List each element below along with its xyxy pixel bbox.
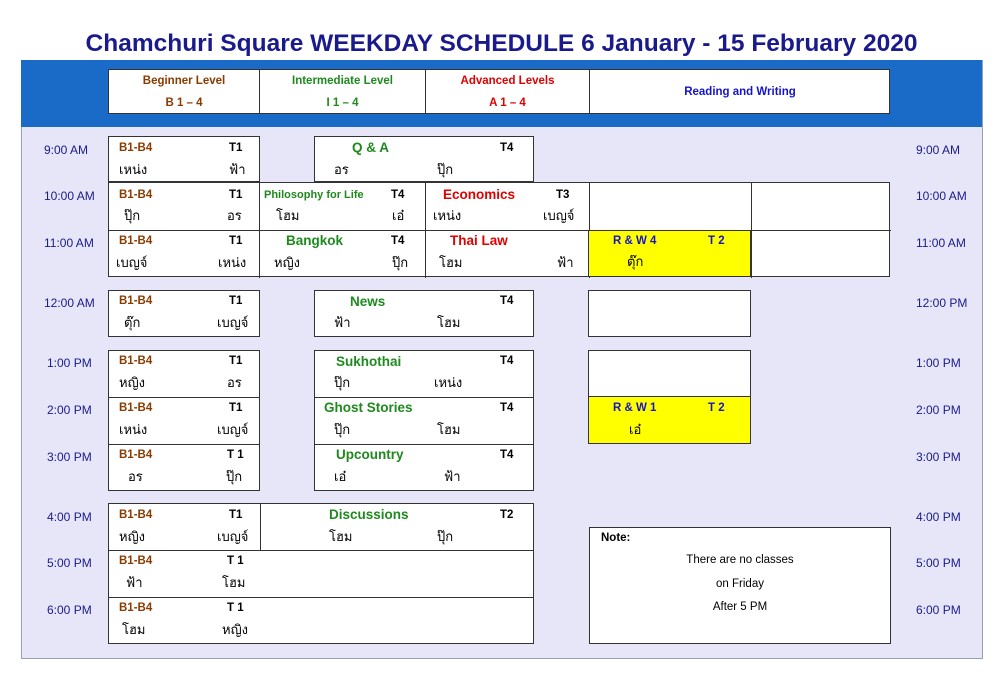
teacher-name: โฮม	[437, 316, 461, 331]
time-label-right: 4:00 PM	[916, 510, 961, 524]
teacher-name: เอ๋	[629, 423, 642, 438]
room-number: T2	[500, 509, 514, 521]
time-label-left: 6:00 PM	[47, 603, 92, 617]
level-header	[108, 69, 890, 114]
teacher-name: ฟ้า	[444, 470, 461, 485]
room-number: T1	[229, 295, 243, 307]
room-number: T1	[229, 402, 243, 414]
teacher-name: โฮม	[329, 530, 353, 545]
teacher-name: ปุ๊ก	[437, 163, 454, 178]
room-number: T 1	[227, 449, 244, 461]
room-number: T 1	[227, 602, 244, 614]
teacher-name: ปุ๊ก	[226, 470, 243, 485]
afternoon-class-block	[108, 503, 534, 644]
room-number: T1	[229, 235, 243, 247]
time-label-left: 2:00 PM	[47, 403, 92, 417]
room-number: T4	[500, 355, 514, 367]
class-level: B1-B4	[119, 355, 153, 367]
time-label-left: 12:00 AM	[44, 296, 95, 310]
beginner-level-range: B 1 – 4	[165, 97, 203, 109]
column-divider	[751, 183, 752, 278]
intermediate-level-label: Intermediate Level	[292, 75, 393, 87]
note-text: on Friday	[716, 578, 764, 590]
teacher-name: เอ๋	[392, 209, 405, 224]
page-title: Chamchuri Square WEEKDAY SCHEDULE 6 January - 15 February 2020	[85, 30, 918, 57]
teacher-name: ปุ๊ก	[437, 530, 454, 545]
column-divider	[260, 504, 261, 551]
teacher-name: อร	[227, 209, 242, 224]
room-number: T 2	[708, 402, 725, 414]
row-divider	[109, 444, 259, 445]
column-divider	[259, 183, 260, 278]
teacher-name: อร	[227, 376, 242, 391]
intermediate-level-range: I 1 – 4	[326, 97, 359, 109]
time-label-right: 5:00 PM	[916, 556, 961, 570]
teacher-name: เหน่ง	[119, 163, 148, 178]
teacher-name: เบญจ์	[543, 209, 575, 224]
subject-title: Bangkok	[286, 233, 344, 248]
teacher-name: หญิง	[222, 623, 248, 638]
teacher-name: อร	[334, 163, 349, 178]
time-label-right: 12:00 PM	[916, 296, 968, 310]
room-number: T 2	[708, 235, 725, 247]
teacher-name: เหน่ง	[218, 256, 247, 271]
time-label-right: 1:00 PM	[916, 356, 961, 370]
teacher-name: หญิง	[119, 530, 145, 545]
teacher-name: เอ๋	[334, 470, 347, 485]
time-label-left: 1:00 PM	[47, 356, 92, 370]
teacher-name: เหน่ง	[119, 423, 148, 438]
subject-title: Discussions	[329, 507, 409, 522]
teacher-name: โฮม	[439, 256, 463, 271]
room-number: T4	[391, 189, 405, 201]
time-label-right: 10:00 AM	[916, 189, 967, 203]
teacher-name: ปุ๊ก	[334, 376, 351, 391]
column-divider	[425, 183, 426, 278]
teacher-name: โฮม	[437, 423, 461, 438]
subject-title: Economics	[443, 187, 516, 202]
teacher-name: โฮม	[276, 209, 300, 224]
teacher-name: เบญจ์	[217, 530, 249, 545]
subject-title: Upcountry	[336, 447, 404, 462]
teacher-name: ตุ๊ก	[627, 255, 644, 270]
class-level: B1-B4	[119, 555, 153, 567]
teacher-name: หญิง	[119, 376, 145, 391]
subject-title: Q & A	[352, 140, 389, 155]
room-number: T4	[500, 295, 514, 307]
room-number: T4	[500, 402, 514, 414]
empty-class-cell	[588, 350, 751, 397]
row-divider	[315, 444, 533, 445]
advanced-level-label: Advanced Levels	[460, 75, 555, 87]
teacher-name: ตุ๊ก	[124, 316, 141, 331]
class-level: B1-B4	[119, 189, 153, 201]
room-number: T 1	[227, 555, 244, 567]
empty-class-cell	[588, 290, 751, 337]
note-text: There are no classes	[686, 554, 794, 566]
room-number: T4	[500, 142, 514, 154]
intermediate-class-block	[314, 350, 534, 491]
time-label-left: 4:00 PM	[47, 510, 92, 524]
class-level: B1-B4	[119, 602, 153, 614]
class-level: B1-B4	[119, 509, 153, 521]
teacher-name: โฮม	[122, 623, 146, 638]
subject-title: News	[350, 294, 386, 309]
time-label-left: 10:00 AM	[44, 189, 95, 203]
time-label-left: 5:00 PM	[47, 556, 92, 570]
teacher-name: ฟ้า	[126, 576, 143, 591]
row-divider	[109, 230, 589, 231]
row-divider	[109, 597, 533, 598]
row-divider	[109, 550, 533, 551]
room-number: T4	[500, 449, 514, 461]
time-label-right: 9:00 AM	[916, 143, 961, 157]
teacher-name: โฮม	[222, 576, 246, 591]
teacher-name: เหน่ง	[434, 376, 463, 391]
room-number: T3	[556, 189, 570, 201]
teacher-name: เบญจ์	[116, 256, 148, 271]
teacher-name: ปุ๊ก	[124, 209, 141, 224]
subject-title: Thai Law	[450, 233, 508, 248]
reading-writing-label: Reading and Writing	[684, 86, 796, 98]
note-text: After 5 PM	[712, 601, 768, 613]
time-label-right: 3:00 PM	[916, 450, 961, 464]
teacher-name: อร	[128, 470, 143, 485]
teacher-name: เบญจ์	[217, 316, 249, 331]
subject-title: Sukhothai	[336, 354, 402, 369]
advanced-level-range: A 1 – 4	[489, 97, 526, 109]
teacher-name: ฟ้า	[557, 256, 574, 271]
teacher-name: เบญจ์	[217, 423, 249, 438]
subject-title: Philosophy for Life	[264, 189, 364, 201]
class-code: R & W 4	[613, 235, 657, 247]
row-divider	[109, 397, 259, 398]
time-label-right: 11:00 AM	[916, 236, 966, 250]
time-label-right: 2:00 PM	[916, 403, 961, 417]
time-label-right: 6:00 PM	[916, 603, 961, 617]
note-label: Note:	[601, 532, 631, 544]
room-number: T1	[229, 509, 243, 521]
class-level: B1-B4	[119, 142, 153, 154]
class-level: B1-B4	[119, 449, 153, 461]
teacher-name: ฟ้า	[334, 316, 351, 331]
room-number: T1	[229, 142, 243, 154]
teacher-name: เหน่ง	[433, 209, 462, 224]
time-label-left: 3:00 PM	[47, 450, 92, 464]
teacher-name: หญิง	[274, 256, 300, 271]
time-label-left: 9:00 AM	[44, 143, 89, 157]
class-level: B1-B4	[119, 235, 153, 247]
teacher-name: ฟ้า	[229, 163, 246, 178]
beginner-level-label: Beginner Level	[142, 75, 226, 87]
class-level: B1-B4	[119, 402, 153, 414]
room-number: T1	[229, 189, 243, 201]
teacher-name: ปุ๊ก	[334, 423, 351, 438]
teacher-name: ปุ๊ก	[392, 256, 409, 271]
time-label-left: 11:00 AM	[44, 236, 94, 250]
room-number: T4	[391, 235, 405, 247]
row-divider	[315, 397, 533, 398]
class-level: B1-B4	[119, 295, 153, 307]
class-code: R & W 1	[613, 402, 657, 414]
room-number: T1	[229, 355, 243, 367]
subject-title: Ghost Stories	[324, 400, 413, 415]
